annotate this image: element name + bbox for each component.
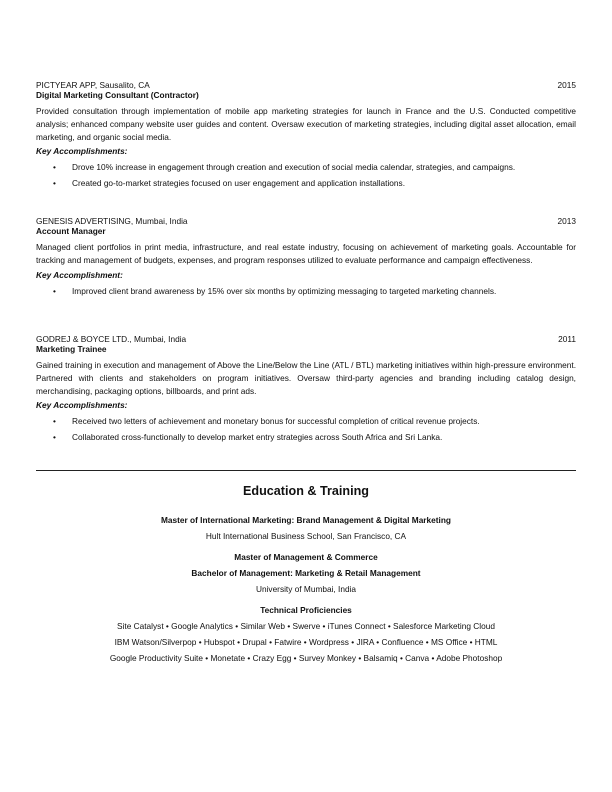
list-item: [36, 414, 576, 430]
education-section: [36, 483, 576, 666]
job-title: Account Manager: [36, 226, 106, 236]
list-item: [36, 284, 576, 300]
job-description: Provided consultation through implementation of mobile app marketing strategies for launch in France and the U.S. Conducted competitive analysis; enhanced company website user guides and content. Oversaw execution of marketing strategies, including digital asset allocation, email marketing, and organic social media.: [36, 106, 576, 142]
accomplishment-text: Drove 10% increase in engagement through creation and execution of social media calendar, strategies, and campaigns.: [72, 162, 516, 173]
accomplishment-text: Created go-to-market strategies focused on user engagement and application installations.: [72, 177, 405, 188]
accomplishments-label: Key Accomplishments:: [36, 146, 128, 157]
school-name: University of Mumbai, India: [255, 584, 357, 594]
bullet-icon: •: [53, 177, 56, 188]
job-header: [36, 216, 576, 226]
accomplishments-label: Key Accomplishment:: [36, 269, 123, 280]
job-description: Managed client portfolios in print media, infrastructure, and real estate industry, focusing on achievement of marketing goals. Accountable for tracking and management of budgets, expenses, and program responses utilized to evaluate performance and campaign effectiveness.: [36, 242, 576, 265]
job-company: GODREJ & BOYCE LTD., Mumbai, India: [36, 334, 187, 344]
job-year: 2015: [557, 80, 576, 90]
job-entry-genesis: [36, 216, 576, 299]
job-company: PICTYEAR APP, Sausalito, CA: [36, 80, 150, 90]
degree-title: Bachelor of Management: Marketing & Retail Management: [191, 568, 421, 578]
accomplishments-list: [36, 284, 576, 300]
accomplishments-list: [36, 414, 576, 445]
tech-line: IBM Watson/Silverpop • Hubspot • Drupal • Fatwire • Wordpress • JIRA • Confluence • MS Office • HTML: [114, 637, 498, 647]
accomplishment-text: Collaborated cross-functionally to develop market entry strategies across South Africa and Sri Lanka.: [72, 431, 443, 442]
bullet-icon: •: [53, 431, 56, 442]
job-description: Gained training in execution and management of Above the Line/Below the Line (ATL / BTL) marketing initiatives within high-pressure environment. Partnered with clients and stakeholders on program initiatives. Oversaw third-party agencies and branding including catalog design, merchandising, packaging options, billboards, and print ads.: [36, 360, 576, 396]
school-name: Hult International Business School, San Francisco, CA: [205, 531, 407, 541]
job-entry-pictyear: [36, 80, 576, 191]
job-title: Digital Marketing Consultant (Contractor): [36, 90, 199, 100]
section-heading: Education & Training: [243, 484, 369, 498]
degree-title: Master of Management & Commerce: [234, 552, 378, 562]
bullet-icon: •: [53, 416, 56, 427]
job-year: 2013: [557, 216, 576, 226]
bullet-icon: •: [53, 285, 56, 296]
tech-line: Google Productivity Suite • Monetate • Crazy Egg • Survey Monkey • Balsamiq • Canva • Adobe Photoshop: [109, 653, 503, 663]
accomplishments-list: [36, 160, 576, 191]
accomplishments-label: Key Accomplishments:: [36, 400, 128, 411]
job-title: Marketing Trainee: [36, 344, 107, 354]
list-item: [36, 176, 576, 192]
section-divider: [36, 470, 576, 471]
bullet-icon: •: [53, 162, 56, 173]
list-item: [36, 160, 576, 176]
accomplishment-text: Received two letters of achievement and monetary bonus for successful completion of critical revenue projects.: [72, 416, 480, 427]
tech-line: Site Catalyst • Google Analytics • Similar Web • Swerve • iTunes Connect • Salesforce Marketing Cloud: [117, 621, 495, 631]
job-year: 2011: [558, 334, 576, 344]
accomplishment-text: Improved client brand awareness by 15% over six months by optimizing messaging to targeted marketing channels.: [72, 285, 497, 296]
job-header: [36, 80, 576, 90]
tech-heading: Technical Proficiencies: [260, 605, 352, 615]
list-item: [36, 430, 576, 446]
degree-title: Master of International Marketing: Brand Management & Digital Marketing: [161, 515, 451, 525]
job-entry-godrej: [36, 334, 576, 445]
job-header: [36, 334, 576, 344]
job-company: GENESIS ADVERTISING, Mumbai, India: [36, 216, 188, 226]
